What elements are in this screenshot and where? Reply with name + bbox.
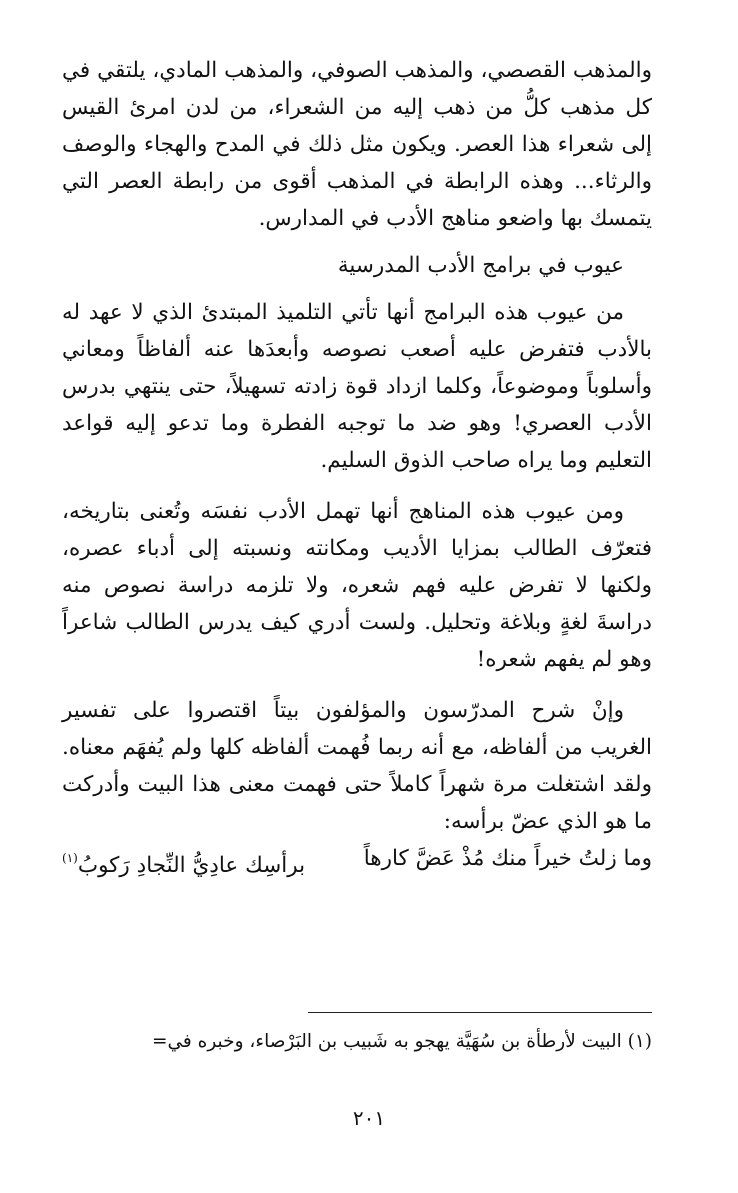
verse-first-hemistich xyxy=(364,840,652,884)
page-body xyxy=(62,52,652,884)
page-number: ٢٠١ xyxy=(352,1106,386,1130)
paragraph-gap xyxy=(62,479,652,493)
section-heading: عيوب في برامج الأدب المدرسية xyxy=(337,253,624,278)
footnote: (١) البيت لأرطأة بن سُهَيَّة يهجو به شَبيب بن البَرْصاء، وخبره في= xyxy=(152,1031,652,1052)
paragraph-gap xyxy=(62,678,652,692)
poetry-verse xyxy=(62,840,652,884)
verse-first-hemistich-text: وما زلتُ خيراً منك مُذْ عَضَّ كارهاً xyxy=(363,846,652,871)
paragraph-1: من عيوب هذه البرامج أنها تأتي التلميذ المبتدئ الذي لا عهد له بالأدب فتفرض عليه أصعب نصوصه وأبعدَها عنه ألفاظاً ومعاني وأسلوباً وموضوعاً، وكلما ازداد قوة زادته تسهيلاً، حتى ينتهي بدرس الأدب العصري! وهو ضد ما توجبه الفطرة وما تدعو إليه قواعد التعليم وما يراه صاحب الذوق السليم. xyxy=(62,300,652,473)
footnote-marker: (١) xyxy=(62,851,78,865)
paragraph-2: ومن عيوب هذه المناهج أنها تهمل الأدب نفسَه وتُعنى بتاريخه، فتعرّف الطالب بمزايا الأديب ومكانته ونسبته إلى أدباء عصره، ولكنها لا تفرض عليه فهم شعره، ولا تلزمه دراسة نصوص منه دراسةَ لغةٍ وبلاغة وتحليل. ولست أدري كيف يدرس الطالب شاعراً وهو لم يفهم شعره! xyxy=(62,499,652,672)
opening-paragraph: والمذهب القصصي، والمذهب الصوفي، والمذهب المادي، يلتقي في كل مذهب كلُّ من ذهب إليه من الشعراء، من لدن امرئ القيس إلى شعراء هذا العصر. ويكون مثل ذلك في المدح والهجاء والوصف والرثاء... وهذه الرابطة في المذهب أقوى من رابطة العصر التي يتمسك بها واضعو مناهج الأدب في المدارس. xyxy=(62,58,652,231)
footnote-divider xyxy=(308,1012,652,1013)
paragraph-3: وإنْ شرح المدرّسون والمؤلفون بيتاً اقتصروا على تفسير الغريب من ألفاظه، مع أنه ربما فُهمت ألفاظه كلها ولم يُفهَم معناه. ولقد اشتغلت مرة شهراً كاملاً حتى فهمت معنى هذا البيت وأدركت ما هو الذي عضّ برأسه: xyxy=(62,698,652,834)
verse-second-hemistich xyxy=(62,840,305,884)
verse-second-hemistich-text: برأسِك عادِيُّ النِّجادِ رَكوبُ xyxy=(77,853,306,878)
